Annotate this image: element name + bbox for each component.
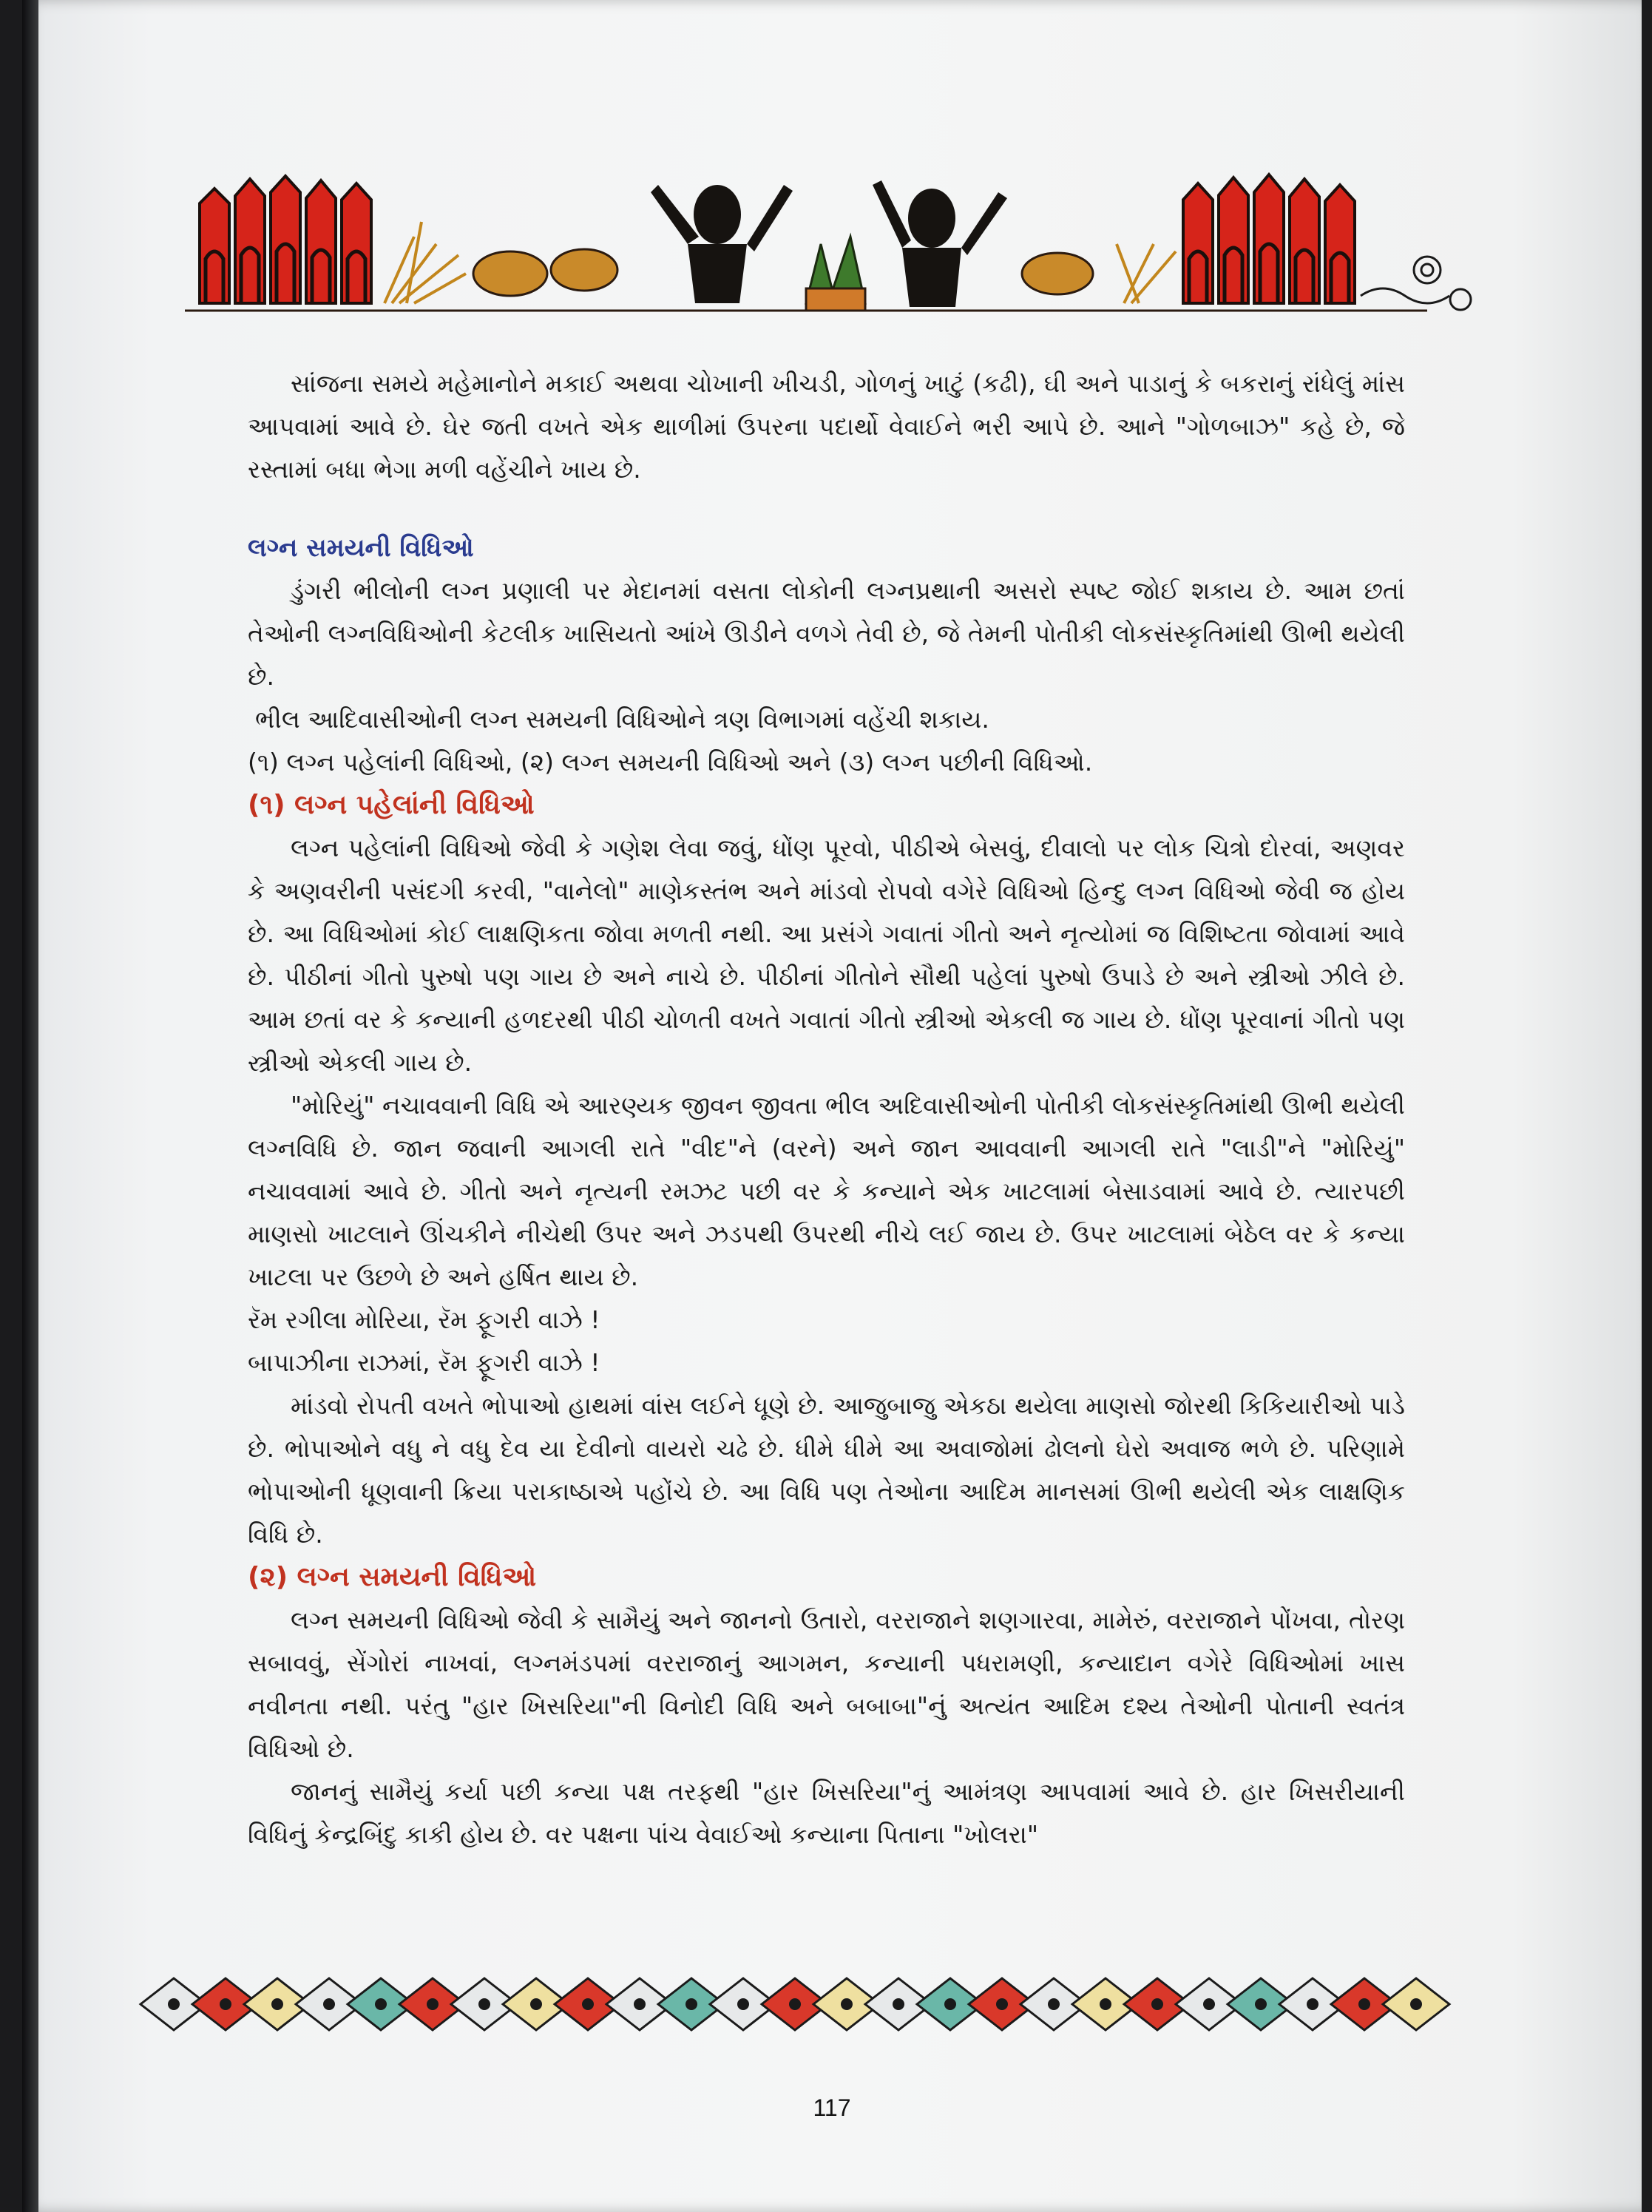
- paragraph: લગ્ન પહેલાંની વિધિઓ જેવી કે ગણેશ લેવા જવું, ધોંણ પૂરવો, પીઠીએ બેસવું, દીવાલો પર લોક ચિત્રો દોરવાં, અણવર કે અણવરીની પસંદગી કરવી, "વાનેલો" માણેકસ્તંભ અને માંડવો રોપવો વગેરે વિધિઓ હિન્દુ લગ્ન વિધિઓ જેવી જ હોય છે. આ વિધિઓમાં કોઈ લાક્ષણિકતા જોવા મળતી નથી. આ પ્રસંગે ગવાતાં ગીતો અને નૃત્યોમાં જ વિશિષ્ટતા જોવામાં આવે છે. પીઠીનાં ગીતો પુરુષો પણ ગાય છે અને નાચે છે. પીઠીનાં ગીતોને સૌથી પહેલાં પુરુષો ઉપાડે છે અને સ્ત્રીઓ ઝીલે છે. આમ છતાં વર કે કન્યાની હળદરથી પીઠી ચોળતી વખતે ગવાતાં ગીતો સ્ત્રીઓ એકલી જ ગાય છે. ધોંણ પૂરવાનાં ગીતો પણ સ્ત્રીઓ એકલી ગાય છે.: [248, 833, 1405, 1077]
- paragraph: જાનનું સામૈયું કર્યા પછી કન્યા પક્ષ તરફથી "હાર ખિસરિયા"નું આમંત્રણ આપવામાં આવે છે. હાર ખિસરીયાની વિધિનું કેન્દ્રબિંદુ કાકી હોય છે. વર પક્ષના પાંચ વેવાઈઓ કન્યાના પિતાના "ખોલરા": [248, 1777, 1405, 1849]
- book-page: [22, 0, 1642, 2212]
- paragraph: લગ્ન સમયની વિધિઓ જેવી કે સામૈયું અને જાનનો ઉતારો, વરરાજાને શણગારવા, મામેરું, વરરાજાને પોંખવા, તોરણ સબાવવું, સેંગોરાં નાખવાં, લગ્નમંડપમાં વરરાજાનું આગમન, કન્યાની પધરામણી, કન્યાદાન વગેરે વિધિઓમાં ખાસ નવીનતા નથી. પરંતુ "હાર ખિસરિયા"ની વિનોદી વિધિ અને બબાબા"નું અત્યંત આદિમ દશ્ય તેઓની પોતાની સ્વતંત્ર વિધિઓ છે.: [248, 1606, 1405, 1763]
- diamond-pattern-border: [133, 1964, 1479, 2045]
- paragraph: ડુંગરી ભીલોની લગ્ન પ્રણાલી પર મેદાનમાં વસતા લોકોની લગ્નપ્રથાની અસરો સ્પષ્ટ જોઈ શકાય છે. આમ છતાં તેઓની લગ્નવિધિઓની કેટલીક ખાસિયતો આંખે ઊડીને વળગે તેવી છે, જે તેમની પોતીકી લોકસંસ્કૃતિમાંથી ઊભી થયેલી છે.: [248, 576, 1405, 691]
- book-spine: [22, 0, 38, 2212]
- spiral-ornaments: [1361, 257, 1471, 310]
- grass-sheaves-right: [1117, 244, 1176, 303]
- folk-art-illustration-banner: [170, 133, 1486, 348]
- article-body: [248, 362, 1405, 1856]
- verse-line: રૅમ રગીલા મોરિયા, રૅમ ફૂગરી વાઝે !: [248, 1305, 600, 1334]
- page-number: 117: [813, 2094, 851, 2121]
- red-figures-right: [1183, 175, 1355, 303]
- animals-left: [473, 249, 617, 296]
- red-figures-left: [200, 176, 371, 303]
- section-heading: લગ્ન સમયની વિધિઓ: [248, 533, 474, 563]
- paragraph: ભીલ આદિવાસીઓની લગ્ન સમયની વિધિઓને ત્રણ વિભાગમાં વહેંચી શકાય.: [255, 705, 989, 734]
- animals-right: [1022, 253, 1093, 294]
- paragraph: (૧) લગ્ન પહેલાંની વિધિઓ, (૨) લગ્ન સમયની વિધિઓ અને (૩) લગ્ન પછીની વિધિઓ.: [248, 748, 1093, 777]
- subsection-heading: (૧) લગ્ન પહેલાંની વિધિઓ: [248, 790, 535, 820]
- verse-line: બાપાઝીના રાઝમાં, રૅમ ફૂગરી વાઝે !: [248, 1348, 600, 1377]
- subsection-heading: (૨) લગ્ન સમયની વિધિઓ: [248, 1562, 537, 1592]
- paragraph: માંડવો રોપતી વખતે ભોપાઓ હાથમાં વાંસ લઈને ધૂણે છે. આજુબાજુ એકઠા થયેલા માણસો જોરથી કિકિયારીઓ પાડે છે. ભોપાઓને વધુ ને વધુ દેવ યા દેવીનો વાયરો ચઢે છે. ધીમે ધીમે આ અવાજોમાં ઢોલનો ઘેરો અવાજ ભળે છે. પરિણામે ભોપાઓની ધૂણવાની ક્રિયા પરાકાષ્ઠાએ પહોંચે છે. આ વિધિ પણ તેઓના આદિમ માનસમાં ઊભી થયેલી એક લાક્ષણિક વિધિ છે.: [248, 1391, 1405, 1549]
- grass-sheaves-left: [385, 222, 466, 303]
- paragraph: "મોરિયું" નચાવવાની વિધિ એ આરણ્યક જીવન જીવતા ભીલ અદિવાસીઓની પોતીકી લોકસંસ્કૃતિમાંથી ઊભી થયેલી લગ્નવિધિ છે. જાન જવાની આગલી રાતે "વીદ"ને (વરને) અને જાન આવવાની આગલી રાતે "લાડી"ને "મોરિયું" નચાવવામાં આવે છે. ગીતો અને નૃત્યની રમઝટ પછી વર કે કન્યાને એક ખાટલામાં બેસાડવામાં આવે છે. ત્યારપછી માણસો ખાટલાને ઊંચકીને નીચેથી ઉપર અને ઝડપથી ઉપરથી નીચે લઈ જાય છે. ઉપર ખાટલામાં બેઠેલ વર કે કન્યા ખાટલા પર ઉછળે છે અને હર્ષિત થાય છે.: [248, 1091, 1405, 1291]
- paragraph: સાંજના સમયે મહેમાનોને મકાઈ અથવા ચોખાની ખીચડી, ગોળનું ખાટું (કઢી), ઘી અને પાડાનું કે બકરાનું રાંધેલું માંસ આપવામાં આવે છે. ઘેર જતી વખતે એક થાળીમાં ઉપરના પદાર્થો વેવાઈને ભરી આપે છે. આને "ગોળબાઝ" કહે છે, જે રસ્તામાં બધા ભેગા મળી વહેંચીને ખાય છે.: [248, 369, 1405, 484]
